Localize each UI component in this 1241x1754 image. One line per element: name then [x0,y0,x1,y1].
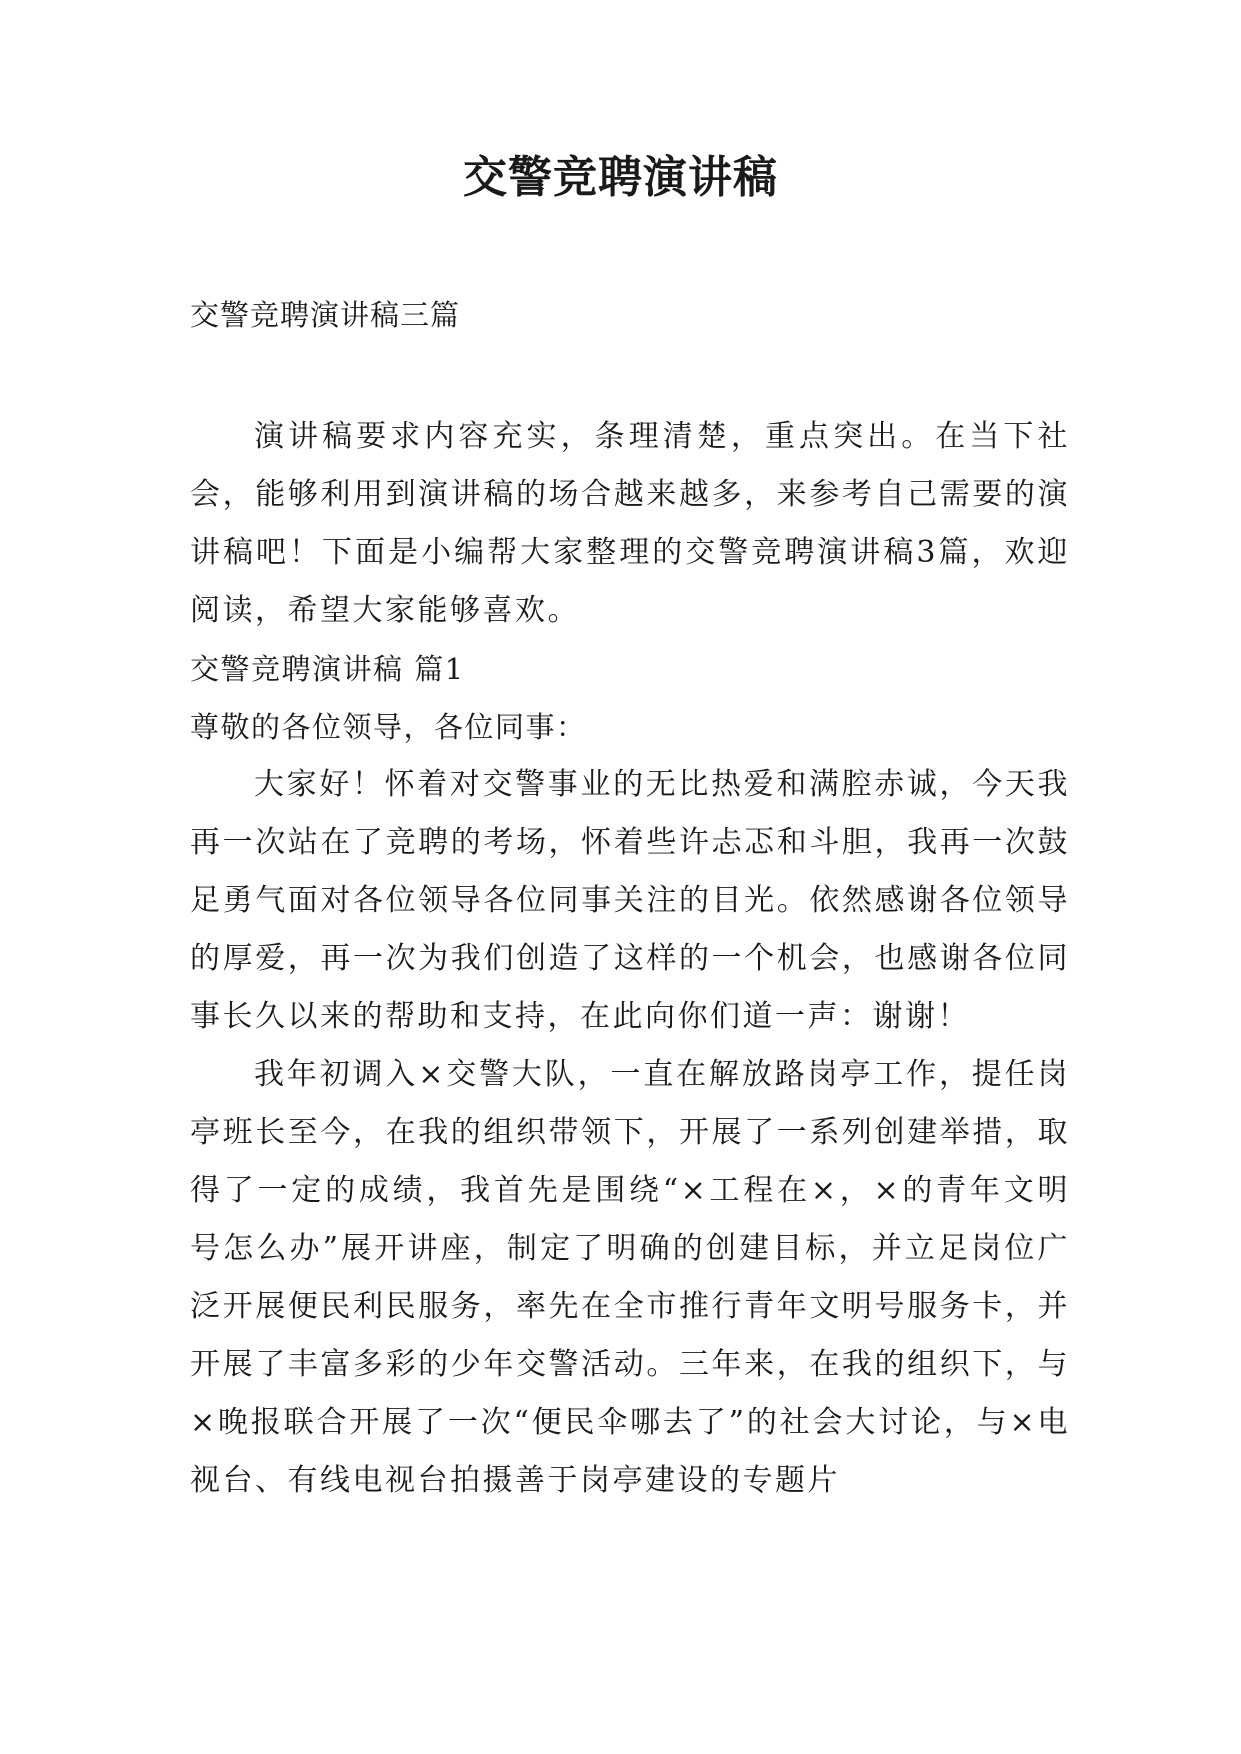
document-subtitle: 交警竞聘演讲稿三篇 [190,298,461,332]
body-paragraph: 大家好！怀着对交警事业的无比热爱和满腔赤诚，今天我再一次站在了竞聘的考场，怀着些许忐忑和斗胆，我再一次鼓足勇气面对各位领导各位同事关注的目光。依然感谢各位领导的厚爱，再一次为我们创造了这样的一个机会，也感谢各位同事长久以来的帮助和支持，在此向你们道一声：谢谢！ [190,767,1070,1034]
document-body [190,408,1070,1510]
body-paragraph: 我年初调入×交警大队，一直在解放路岗亭工作，提任岗亭班长至今，在我的组织带领下，开展了一系列创建举措，取得了一定的成绩，我首先是围绕“×工程在×，×的青年文明号怎么办”展开讲座，制定了明确的创建目标，并立足岗位广泛开展便民利民服务，率先在全市推行青年文明号服务卡，并开展了丰富多彩的少年交警活动。三年来，在我的组织下，与×晚报联合开展了一次“便民伞哪去了”的社会大讨论，与×电视台、有线电视台拍摄善于岗亭建设的专题片 [190,1057,1070,1498]
salutation: 尊敬的各位领导，各位同事： [190,710,587,744]
intro-paragraph: 演讲稿要求内容充实，条理清楚，重点突出。在当下社会，能够利用到演讲稿的场合越来越多，来参考自己需要的演讲稿吧！下面是小编帮大家整理的交警竞聘演讲稿3篇，欢迎阅读，希望大家能够喜欢。 [190,419,1070,628]
section-heading: 交警竞聘演讲稿 篇1 [190,652,465,686]
document-title: 交警竞聘演讲稿 [463,152,778,203]
